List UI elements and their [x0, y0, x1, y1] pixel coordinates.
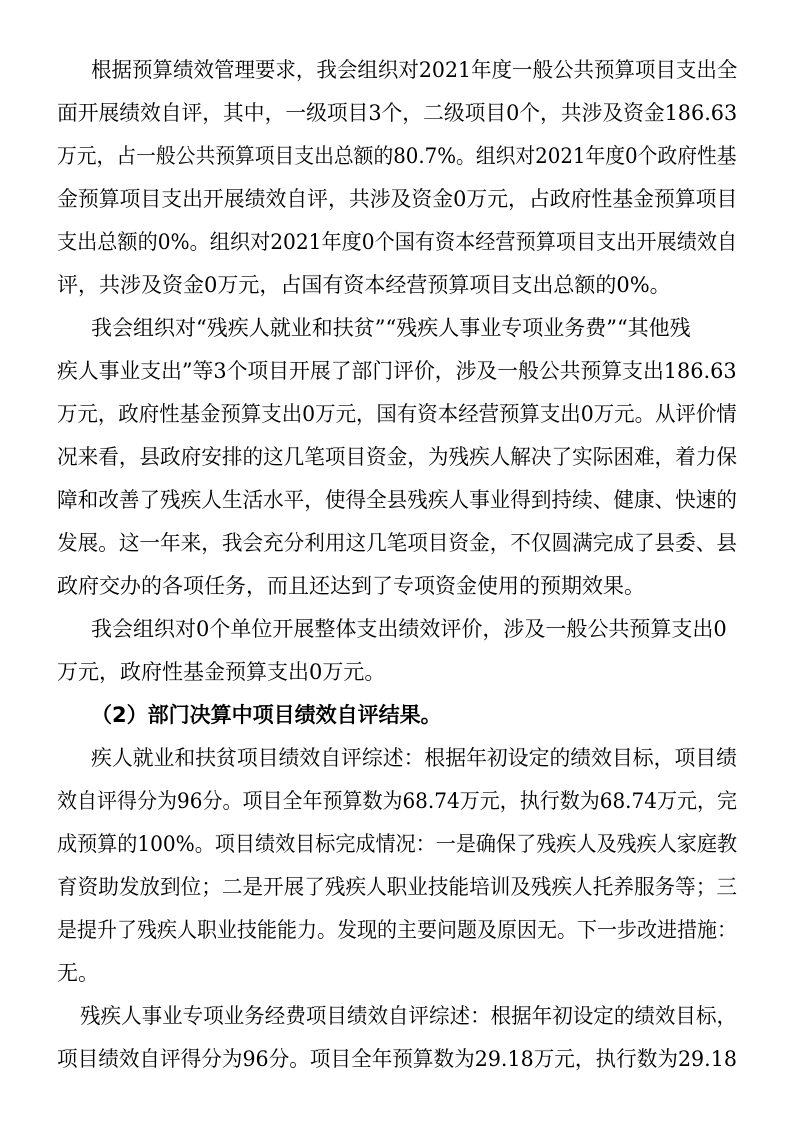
text-line: 发展。这一年来，我会充分利用这几笔项目资金，不仅圆满完成了县委、县: [57, 531, 737, 555]
text-line: 根据预算绩效管理要求，我会组织对2021年度一般公共预算项目支出全: [91, 58, 738, 82]
text-line: 疾人就业和扶贫项目绩效自评综述：根据年初设定的绩效目标，项目绩: [91, 746, 737, 770]
text-line: 万元，政府性基金预算支出0万元。: [57, 660, 386, 684]
text-line: 效自评得分为96分。项目全年预算数为68.74万元，执行数为68.74万元，完: [57, 789, 737, 813]
text-line: 支出总额的0%。组织对2021年度0个国有资本经营预算项目支出开展绩效自: [57, 230, 738, 254]
text-line: 万元，政府性基金预算支出0万元，国有资本经营预算支出0万元。从评价情: [57, 402, 737, 426]
text-line: 我会组织对“残疾人就业和扶贫”“残疾人事业专项业务费”“其他残: [91, 316, 691, 340]
text-line: 项目绩效自评得分为96分。项目全年预算数为29.18万元，执行数为29.18: [57, 1047, 737, 1071]
text-line: 况来看，县政府安排的这几笔项目资金，为残疾人解决了实际困难，着力保: [57, 445, 737, 469]
text-line: 政府交办的各项任务，而且还达到了专项资金使用的预期效果。: [57, 574, 645, 598]
text-line: 评，共涉及资金0万元，占国有资本经营预算项目支出总额的0%。: [57, 273, 671, 297]
text-line: 我会组织对0个单位开展整体支出绩效评价，涉及一般公共预算支出0: [91, 617, 727, 641]
text-line: 成预算的100%。项目绩效目标完成情况：一是确保了残疾人及残疾人家庭教: [57, 832, 738, 856]
text-line: 面开展绩效自评，其中，一级项目3个，二级项目0个，共涉及资金186.63: [57, 101, 738, 125]
text-line: 疾人事业支出”等3个项目开展了部门评价，涉及一般公共预算支出186.63: [57, 359, 737, 383]
heading-text: （2）部门决算中项目绩效自评结果。: [91, 703, 442, 727]
text-line: 是提升了残疾人职业技能能力。发现的主要问题及原因无。下一步改进措施：: [57, 918, 738, 942]
text-line: 金预算项目支出开展绩效自评，共涉及资金0万元，占政府性基金预算项目: [57, 187, 738, 211]
text-line: 障和改善了残疾人生活水平，使得全县残疾人事业得到持续、健康、快速的: [57, 488, 737, 512]
text-line: 万元，占一般公共预算项目支出总额的80.7%。组织对2021年度0个政府性基: [57, 144, 737, 168]
text-line: 育资助发放到位；二是开展了残疾人职业技能培训及残疾人托养服务等；三: [57, 875, 737, 899]
text-line: 无。: [57, 961, 99, 985]
text-line: 残疾人事业专项业务经费项目绩效自评综述：根据年初设定的绩效目标，: [80, 1004, 738, 1028]
